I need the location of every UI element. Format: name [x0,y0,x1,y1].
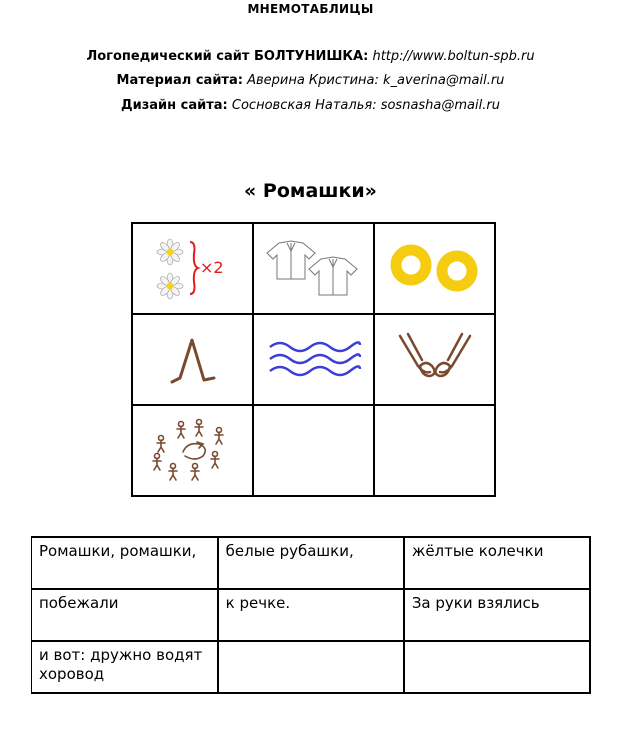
table-row [32,537,591,589]
table-cell [404,641,590,693]
table-cell: жёлтые колечки [404,537,590,589]
table-cell: побежали [32,589,218,641]
site-label: Логопедический сайт БОЛТУНИШКА: [86,49,369,64]
material-label: Материал сайта: [116,73,243,88]
table-row [32,589,591,641]
table-cell: Ромашки, ромашки, [32,537,218,589]
grid-cell [132,314,253,405]
running-legs-icon [158,330,228,390]
grid-note: ×2 [199,257,224,277]
poem-title: « Ромашки» [244,180,377,202]
page-title: МНЕМОТАБЛИЦЫ [247,2,374,16]
grid-cell [253,314,374,405]
round-dance-icon [143,416,243,486]
joined-hands-icon [390,330,480,390]
grid-cell [132,223,253,314]
table-cell [218,641,404,693]
grid-cell-empty [253,405,374,496]
table-cell: и вот: дружно водят хоровод [32,641,218,693]
grid-cell [132,405,253,496]
material-value: Аверина Кристина: k_averina@mail.ru [247,73,505,88]
table-cell: белые рубашки, [218,537,404,589]
two-daisies-icon [148,234,238,304]
material-credit [0,73,621,88]
table-cell: к речке. [218,589,404,641]
design-credit [0,98,621,113]
table-row [32,641,591,693]
grid-cell [253,223,374,314]
poem-lines-table [31,536,591,694]
grid-cell [374,314,495,405]
site-credit [0,49,621,64]
site-url[interactable]: http://www.boltun-spb.ru [372,49,535,64]
grid-cell [374,223,495,314]
two-white-shirts-icon [259,239,369,299]
design-label: Дизайн сайта: [121,98,228,113]
river-waves-icon [264,335,364,385]
yellow-rings-icon [385,239,485,299]
mnemo-grid [131,222,496,497]
table-cell: За руки взялись [404,589,590,641]
grid-cell-empty [374,405,495,496]
design-value: Сосновская Наталья: sosnasha@mail.ru [231,98,500,113]
